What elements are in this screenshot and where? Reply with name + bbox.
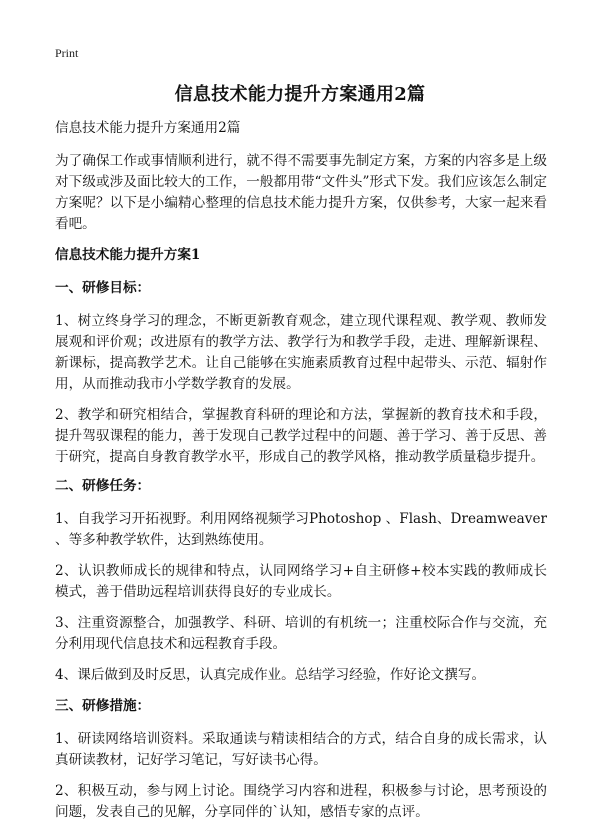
document-content	[55, 118, 547, 833]
goal-item-2: 2、教学和研究相结合，掌握教育科研的理论和方法，掌握新的教育技术和手段，提升驾驭课程的能力，善于发现自己教学过程中的问题、善于学习、善于反思、善于研究，提高自身教育教学水平，形成自己的教学风格，推动教学质量稳步提升。	[55, 407, 547, 465]
plan-title: 信息技术能力提升方案1	[55, 247, 201, 263]
task-item-2: 2、认识教师成长的规律和特点，认同网络学习+自主研修+校本实践的教师成长模式，善于借助远程培训获得良好的专业成长。	[55, 563, 547, 600]
page-title: 信息技术能力提升方案通用2篇	[174, 84, 426, 105]
section-heading-measures: 三、研修措施：	[55, 698, 151, 714]
print-label: Print	[55, 46, 79, 60]
section-heading-tasks: 二、研修任务：	[55, 478, 151, 494]
measure-item-1: 1、研读网络培训资料。采取通读与精读相结合的方式，结合自身的成长需求，认真研读教材，记好学习笔记，写好读书心得。	[55, 731, 547, 768]
task-item-4: 4、课后做到及时反思，认真完成作业。总结学习经验，作好论文撰写。	[55, 667, 486, 683]
intro-paragraph: 为了确保工作或事情顺利进行，就不得不需要事先制定方案，方案的内容多是上级对下级或涉及面比较大的工作，一般都用带“文件头”形式下发。我们应该怎么制定方案呢？以下是小编精心整理的信息技术能力提升方案，仅供参考，大家一起来看看吧。	[55, 153, 547, 232]
goal-item-1: 1、树立终身学习的理念，不断更新教育观念，建立现代课程观、教学观、教师发展观和评价观；改进原有的教学方法、教学行为和教学手段，走进、理解新课程、新课标，提高教学艺术。让自己能够在实施素质教育过程中起带头、示范、辐射作用，从而推动我市小学数学教育的发展。	[55, 313, 547, 392]
measure-item-2: 2、积极互动，参与网上讨论。围绕学习内容和进程，积极参与讨论，思考预设的问题，发表自己的见解，分享同伴的`认知，感悟专家的点评。	[55, 783, 547, 820]
section-heading-goals: 一、研修目标：	[55, 280, 151, 296]
task-item-3: 3、注重资源整合，加强教学、科研、培训的有机统一；注重校际合作与交流，充分利用现代信息技术和远程教育手段。	[55, 615, 547, 652]
document-subtitle: 信息技术能力提升方案通用2篇	[55, 120, 241, 136]
task-item-1: 1、自我学习开拓视野。利用网络视频学习Photoshop 、Flash、Dreamweaver 、等多种教学软件，达到熟练使用。	[55, 511, 547, 548]
